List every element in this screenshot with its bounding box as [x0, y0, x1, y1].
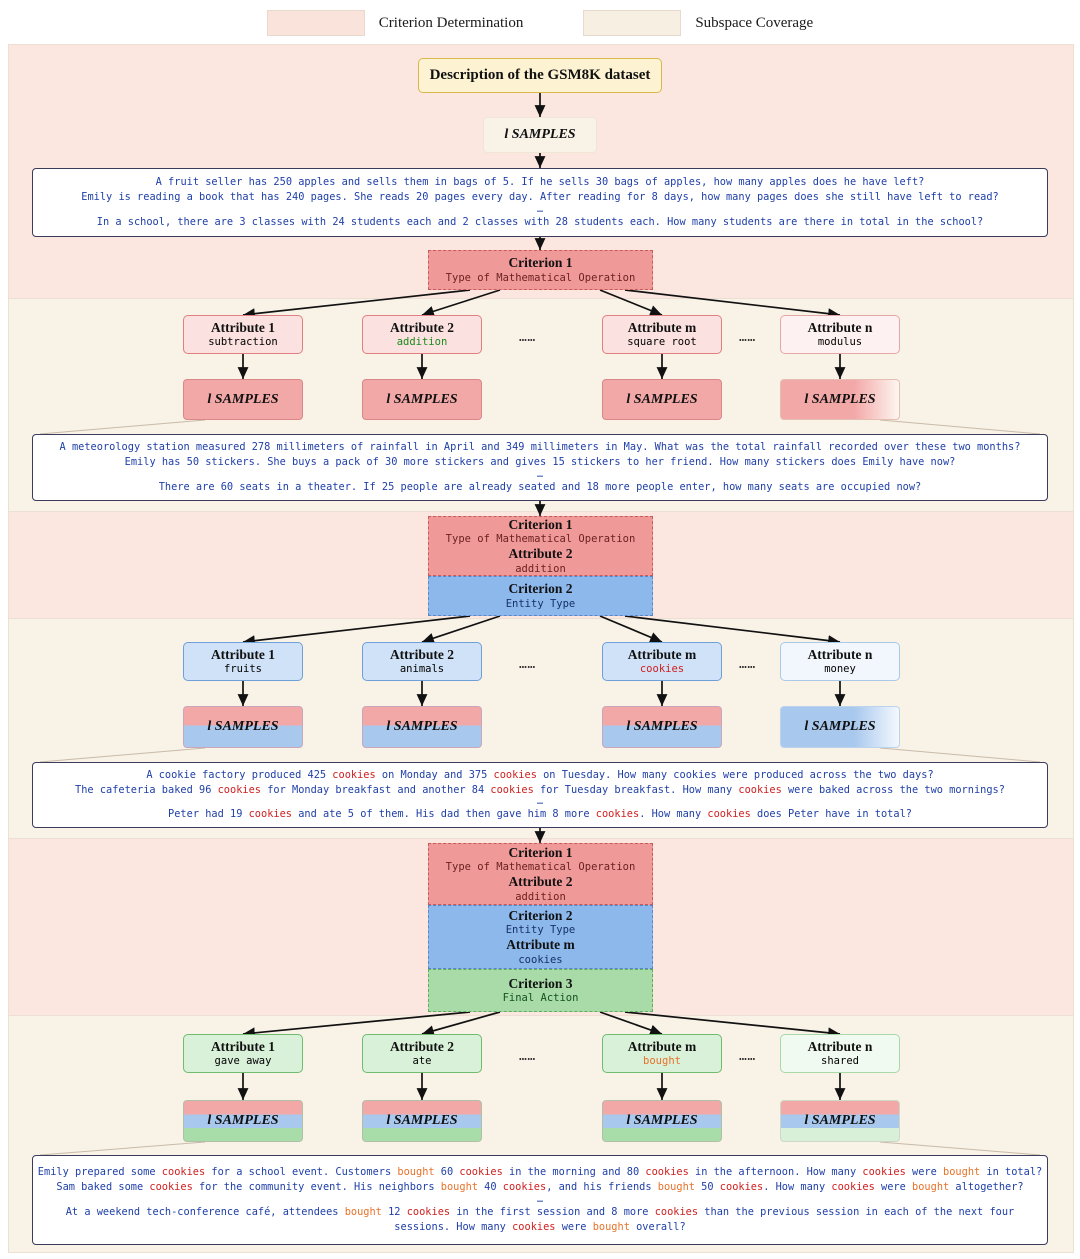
attribute-value: cookies: [639, 663, 685, 676]
attribute-box-3-2: [362, 1034, 482, 1073]
legend-swatch-subspace: [583, 10, 681, 36]
attribute-box-1-1: [183, 315, 303, 354]
criterion-title: Criterion 1: [508, 844, 573, 860]
attribute-box-1-n: [780, 315, 900, 354]
criterion-stack-3-seg-1: [428, 843, 653, 905]
attribute-value: square root: [627, 336, 697, 349]
criterion-stack-3-seg-3: [428, 969, 653, 1012]
attribute-label: Attribute n: [807, 1038, 873, 1054]
attribute-value: money: [824, 663, 856, 676]
samples-label: l SAMPLES: [804, 719, 876, 734]
samples-label: l SAMPLES: [626, 1113, 698, 1128]
attribute-label: Attribute 1: [210, 319, 276, 335]
vertical-ellipsis: …: [536, 468, 544, 480]
ellipsis-row-3a: ……: [519, 1049, 536, 1064]
criterion-title: Criterion 3: [508, 975, 573, 991]
criterion-stack-2-seg-2: [428, 576, 653, 616]
vertical-ellipsis: …: [536, 1194, 544, 1205]
sample-line: In a school, there are 3 classes with 24 students each and 2 classes with 28 students each. How many students are there in total in the school?: [96, 215, 984, 228]
attribute-label: Attribute 1: [210, 1038, 276, 1054]
samples-box-3-1: [183, 1100, 303, 1142]
samples-label: l SAMPLES: [804, 1113, 876, 1128]
criterion-name: Entity Type: [505, 924, 576, 937]
vertical-ellipsis: …: [536, 796, 544, 808]
samples-label: l SAMPLES: [207, 391, 279, 407]
samples-box-2-1: [183, 706, 303, 748]
sample-line: A fruit seller has 250 apples and sells them in bags of 5. If he sells 30 bags of apples, how many apples does he have left?: [155, 176, 925, 189]
legend-label-criterion: Criterion Determination: [378, 14, 524, 31]
samples-label: l SAMPLES: [386, 391, 458, 407]
criterion-title: Criterion 2: [508, 581, 573, 597]
sample-panel-4: [32, 1155, 1048, 1245]
attribute-value: animals: [399, 663, 445, 676]
dataset-description-label: Description of the GSM8K dataset: [429, 66, 651, 83]
attribute-box-1-m: [602, 315, 722, 354]
sample-line: A cookie factory produced 425 cookies on Monday and 375 cookies on Tuesday. How many cookies were produced across the two days?: [146, 768, 934, 781]
attribute-value: bought: [643, 1055, 681, 1068]
attribute-value: shared: [821, 1055, 859, 1068]
criterion-1-box: [428, 250, 653, 290]
ellipsis-row-2b: ……: [739, 657, 756, 672]
samples-box-3-n: [780, 1100, 900, 1142]
criterion-stack-2: [428, 516, 653, 616]
attribute-label: Attribute m: [627, 646, 697, 662]
legend-label-subspace: Subspace Coverage: [695, 14, 814, 31]
criterion-title: Criterion 1: [508, 516, 573, 532]
attribute-value: gave away: [214, 1055, 272, 1068]
sample-panel-2: [32, 434, 1048, 501]
criterion-title: Criterion 2: [508, 907, 573, 923]
attribute-label: Attribute n: [807, 319, 873, 335]
attribute-label: Attribute 2: [508, 546, 573, 561]
attribute-value: fruits: [224, 663, 262, 676]
sample-line: The cafeteria baked 96 cookies for Monday breakfast and another 84 cookies for Tuesday breakfast. How many cookies were baked across the two mornings?: [75, 783, 1005, 796]
attribute-box-2-1: [183, 642, 303, 681]
samples-box-1-n: [780, 379, 900, 420]
attribute-value: cookies: [518, 953, 563, 966]
attribute-value: subtraction: [208, 336, 278, 349]
ellipsis-row-2a: ……: [519, 657, 536, 672]
attribute-box-3-m: [602, 1034, 722, 1073]
attribute-label: Attribute 2: [389, 1038, 455, 1054]
vertical-ellipsis: …: [536, 203, 544, 215]
attribute-label: Attribute m: [506, 937, 575, 952]
samples-label: l SAMPLES: [626, 719, 698, 734]
sample-line: Emily prepared some cookies for a school event. Customers bought 60 cookies in the morning and 80 cookies in the afternoon. How many cookies were bought in total?: [37, 1166, 1043, 1179]
samples-box-2-n: [780, 706, 900, 748]
legend-item-criterion: [267, 10, 524, 36]
sample-line: Peter had 19 cookies and ate 5 of them. His dad then gave him 8 more cookies. How many cookies does Peter have in total?: [168, 808, 912, 821]
attribute-value: addition: [515, 562, 566, 575]
sample-line: Emily is reading a book that has 240 pages. She reads 20 pages every day. After reading for 8 days, how many pages does she still have left to read?: [81, 191, 999, 204]
legend-item-subspace: [583, 10, 813, 36]
sample-panel-1: [32, 168, 1048, 237]
sample-line: A meteorology station measured 278 millimeters of rainfall in April and 349 millimeters in May. What was the total rainfall recorded over these two months?: [59, 441, 1021, 454]
samples-box-1-2: [362, 379, 482, 420]
attribute-value: addition: [515, 890, 566, 903]
attribute-box-3-n: [780, 1034, 900, 1073]
samples-label: l SAMPLES: [207, 1113, 279, 1128]
samples-box-1-1: [183, 379, 303, 420]
criterion-name: Type of Mathematical Operation: [445, 533, 636, 546]
samples-label: l SAMPLES: [626, 391, 698, 407]
criterion-stack-2-seg-1: [428, 516, 653, 576]
sample-panel-3: [32, 762, 1048, 828]
sample-line: There are 60 seats in a theater. If 25 people are already seated and 18 more people enter, how many seats are occupied now?: [158, 480, 922, 493]
attribute-label: Attribute m: [627, 1038, 697, 1054]
attribute-label: Attribute n: [807, 646, 873, 662]
ellipsis-row-3b: ……: [739, 1049, 756, 1064]
criterion-stack-3-seg-2: [428, 905, 653, 969]
criterion-name: Type of Mathematical Operation: [445, 861, 636, 874]
samples-box-3-2: [362, 1100, 482, 1142]
samples-box-2-2: [362, 706, 482, 748]
sample-line: At a weekend tech-conference café, attendees bought 12 cookies in the first session and 8 more cookies than the previous session in each of the next four: [65, 1206, 1015, 1218]
attribute-value: addition: [396, 336, 448, 349]
criterion-stack-3: [428, 843, 653, 1012]
criterion-name: Final Action: [502, 992, 579, 1005]
samples-box-root: [483, 117, 597, 153]
dataset-description-box: [418, 58, 662, 93]
legend-swatch-criterion: [267, 10, 365, 36]
attribute-value: ate: [412, 1055, 432, 1068]
attribute-label: Attribute 2: [508, 874, 573, 889]
attribute-box-1-2: [362, 315, 482, 354]
sample-line: Emily has 50 stickers. She buys a pack of 30 more stickers and gives 15 stickers to her friend. How many stickers does Emily have now?: [124, 456, 956, 469]
samples-label: l SAMPLES: [386, 719, 458, 734]
attribute-box-2-m: [602, 642, 722, 681]
attribute-box-2-n: [780, 642, 900, 681]
attribute-box-3-1: [183, 1034, 303, 1073]
sample-line: sessions. How many cookies were bought overall?: [394, 1220, 686, 1233]
criterion-title: Criterion 1: [508, 255, 573, 271]
samples-label: l SAMPLES: [207, 719, 279, 734]
attribute-label: Attribute 1: [210, 646, 276, 662]
attribute-label: Attribute 2: [389, 319, 455, 335]
ellipsis-row-1b: ……: [739, 330, 756, 345]
sample-line: Sam baked some cookies for the community event. His neighbors bought 40 cookies, and his friends bought 50 cookies. How many cookies were bought altogether?: [56, 1181, 1024, 1194]
criterion-name: Entity Type: [505, 597, 576, 610]
legend: [0, 6, 1080, 40]
attribute-value: modulus: [817, 336, 863, 349]
samples-label: l SAMPLES: [804, 391, 876, 407]
samples-label: l SAMPLES: [504, 127, 576, 142]
attribute-label: Attribute m: [627, 319, 697, 335]
attribute-box-2-2: [362, 642, 482, 681]
ellipsis-row-1a: ……: [519, 330, 536, 345]
criterion-name: Type of Mathematical Operation: [445, 271, 636, 284]
samples-label: l SAMPLES: [386, 1113, 458, 1128]
samples-box-2-m: [602, 706, 722, 748]
samples-box-3-m: [602, 1100, 722, 1142]
samples-box-1-m: [602, 379, 722, 420]
attribute-label: Attribute 2: [389, 646, 455, 662]
